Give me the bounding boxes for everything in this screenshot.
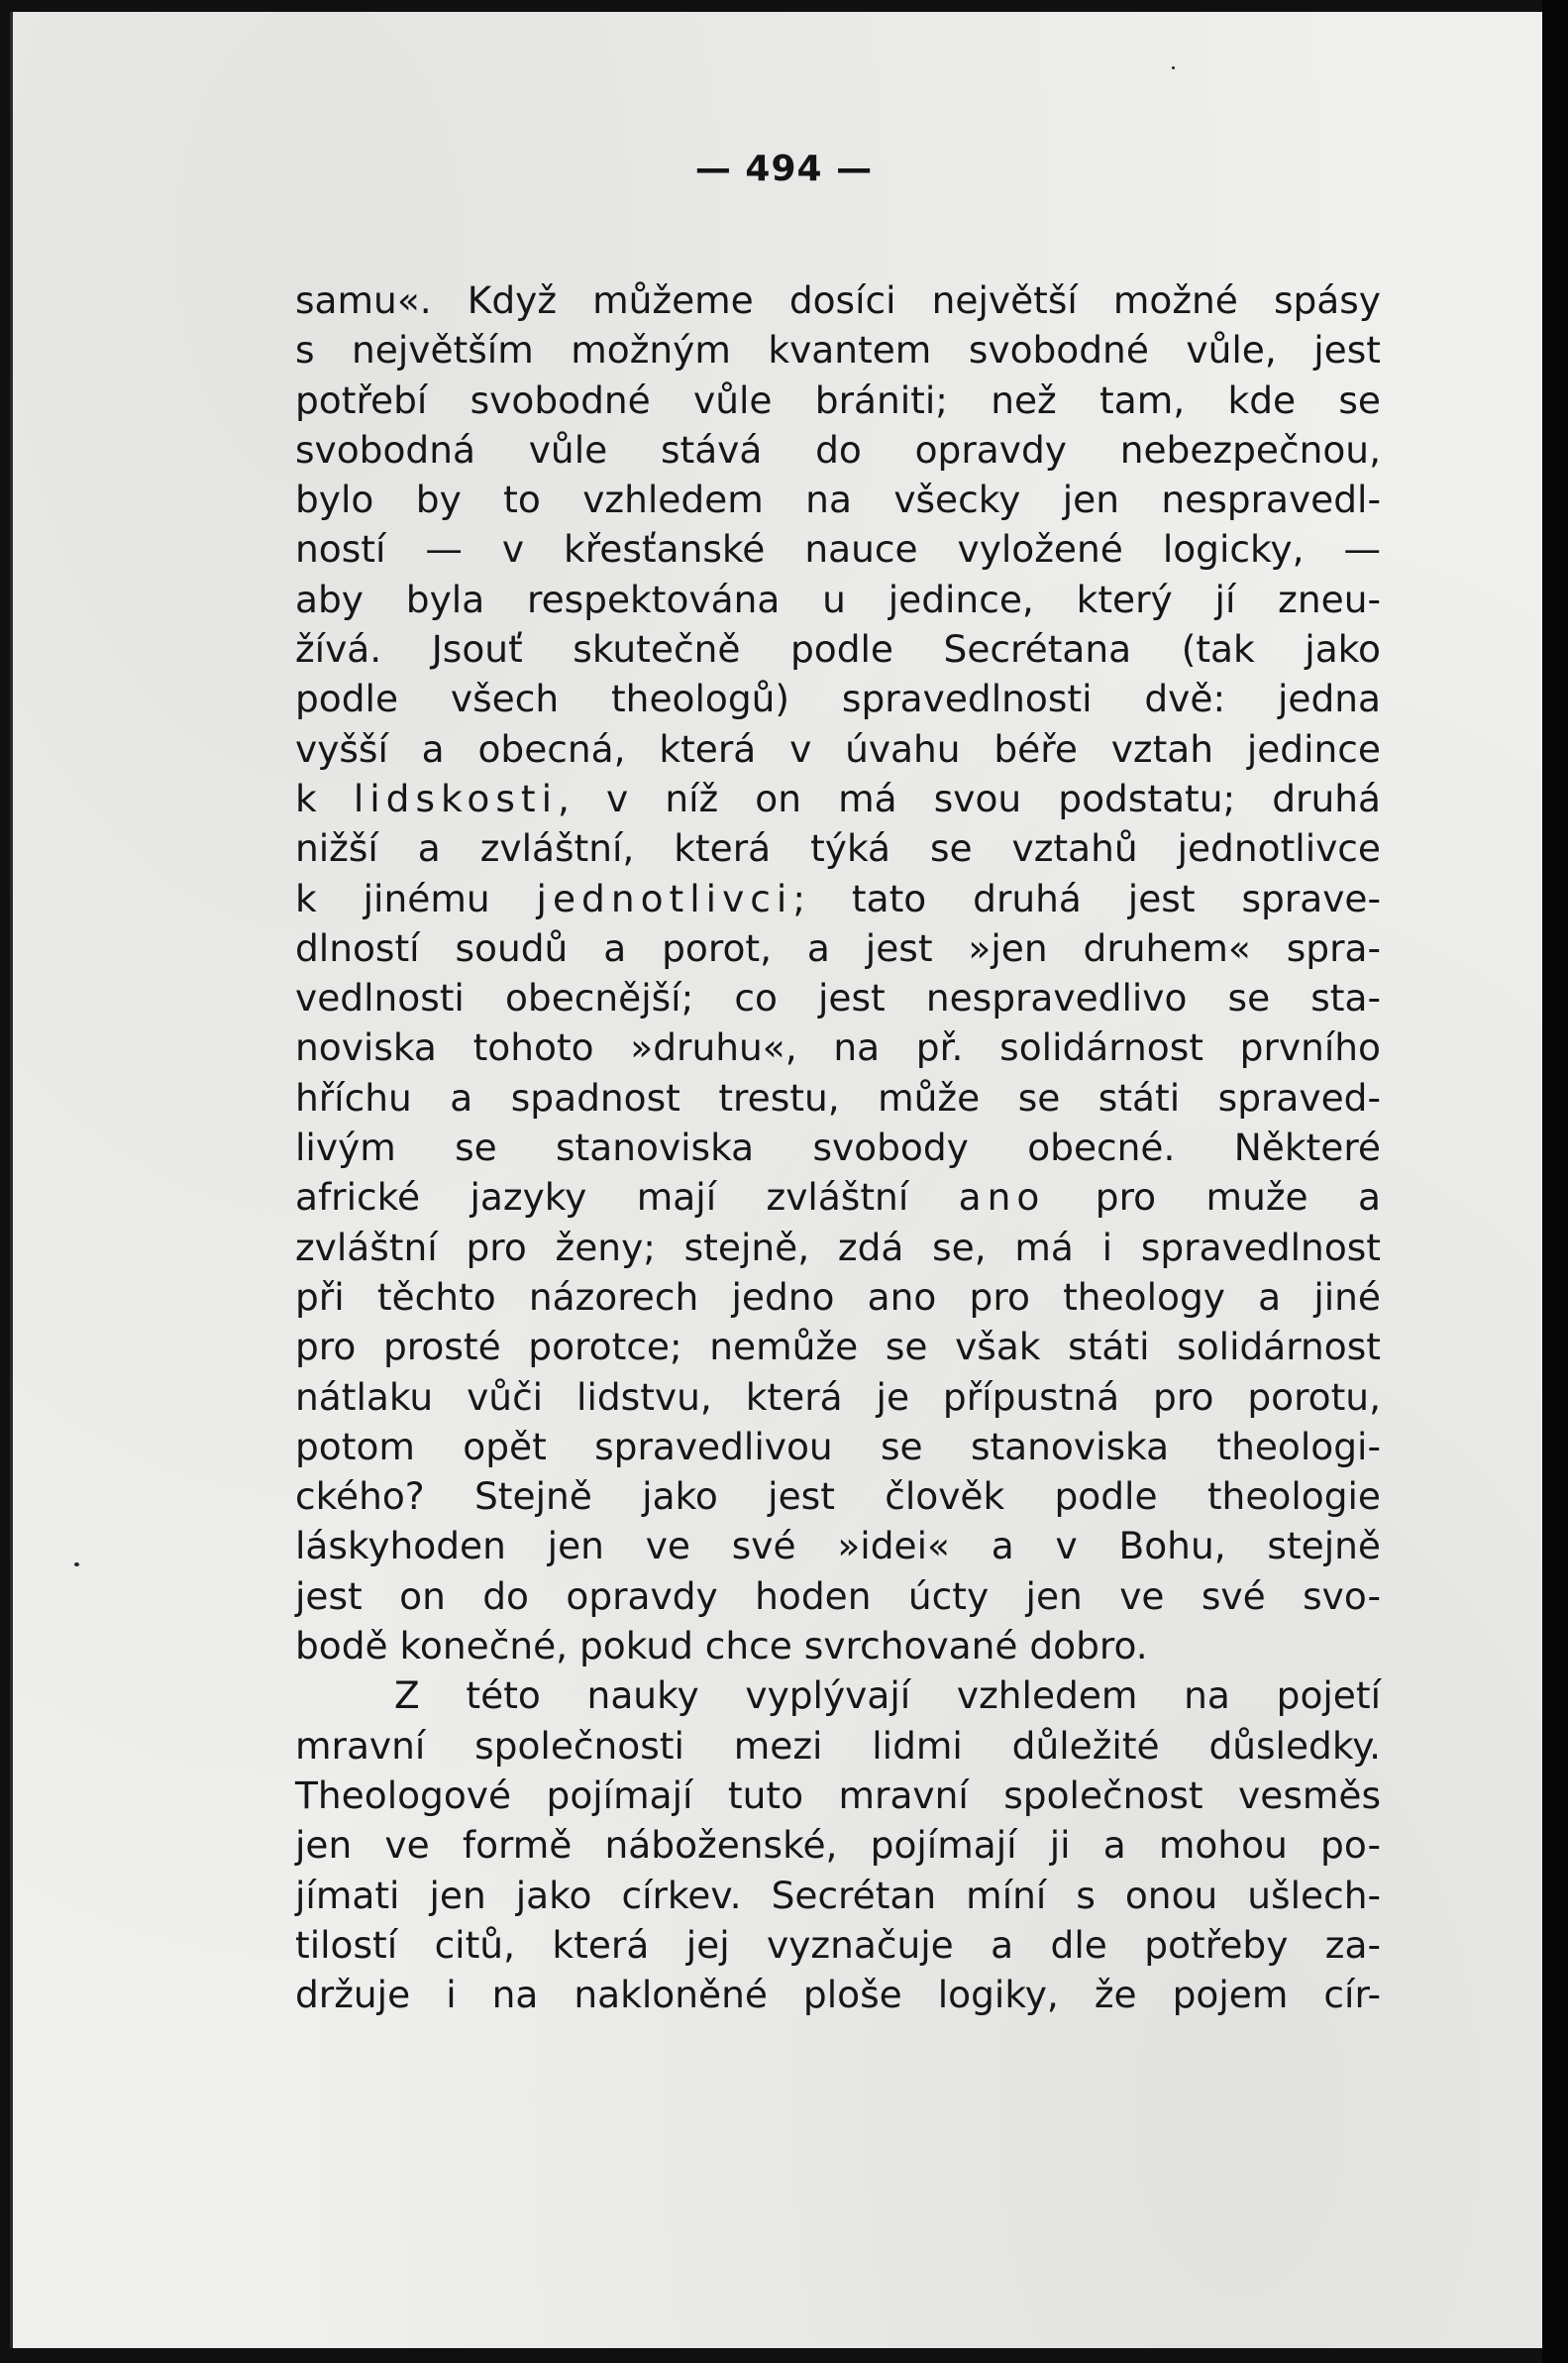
- text-line: tilostí citů, která jej vyznačuje a dle potřeby za-: [295, 1922, 1381, 1967]
- text-line: bylo by to vzhledem na všecky jen nespravedl-: [295, 478, 1381, 522]
- spaced-emphasis: jednotlivci: [536, 876, 793, 920]
- text-fragment: ; tato druhá jest sprave-: [792, 876, 1381, 920]
- text-line: livým se stanoviska svobody obecné. Některé: [295, 1126, 1381, 1170]
- text-line: Z této nauky vyplývají vzhledem na pojetí: [394, 1673, 1381, 1718]
- ink-speck: [74, 1562, 79, 1566]
- text-line: pro prosté porotce; nemůže se však státi solidárnost: [295, 1325, 1381, 1369]
- text-fragment: , v níž on má svou podstatu; druhá: [558, 776, 1381, 820]
- text-line: [295, 874, 1381, 923]
- text-line: ností — v křesťanské nauce vyložené logicky, —: [295, 527, 1381, 572]
- text-line: žívá. Jsouť skutečně podle Secrétana (tak jako: [295, 627, 1381, 672]
- spaced-emphasis: ano: [958, 1175, 1046, 1220]
- text-line: [295, 1172, 1381, 1222]
- text-line: nižší a zvláštní, která týká se vztahů jednotlivce: [295, 826, 1381, 871]
- text-line: samu«. Když můžeme dosíci největší možné spásy: [295, 278, 1381, 322]
- text-line: láskyhoden jen ve své »idei« a v Bohu, stejně: [295, 1524, 1381, 1568]
- text-line: při těchto názorech jedno ano pro theology a jiné: [295, 1274, 1381, 1319]
- ink-speck: [1172, 66, 1175, 69]
- spaced-emphasis: lidskosti: [353, 776, 558, 820]
- text-line: vyšší a obecná, která v úvahu béře vztah jedince: [295, 726, 1381, 771]
- text-line: dlností soudů a porot, a jest »jen druhem« spra-: [295, 925, 1381, 970]
- text-line: ckého? Stejně jako jest člověk podle theologie: [295, 1474, 1381, 1519]
- text-line: potom opět spravedlivou se stanoviska theologi-: [295, 1424, 1381, 1468]
- text-line: jest on do opravdy hoden úcty jen ve své svo-: [295, 1573, 1381, 1618]
- text-line: [295, 774, 1381, 823]
- text-line: mravní společnosti mezi lidmi důležité důsledky.: [295, 1723, 1381, 1768]
- text-line: zvláštní pro ženy; stejně, zdá se, má i spravedlnost: [295, 1225, 1381, 1269]
- text-fragment: k jinému: [295, 876, 537, 920]
- text-line: nátlaku vůči lidstvu, která je přípustná pro porotu,: [295, 1374, 1381, 1419]
- text-line: bodě konečné, pokud chce svrchované dobro.: [295, 1624, 1148, 1668]
- text-line: hříchu a spadnost trestu, může se státi spraved-: [295, 1075, 1381, 1120]
- text-line: Theologové pojímají tuto mravní společnost vesměs: [295, 1772, 1381, 1817]
- text-line: vedlnosti obecnější; co jest nespravedlivo se sta-: [295, 976, 1381, 1020]
- text-line: jímati jen jako církev. Secrétan míní s onou ušlech-: [295, 1873, 1381, 1917]
- text-line: svobodná vůle stává do opravdy nebezpečnou,: [295, 427, 1381, 472]
- page-edge-shadow: [1542, 0, 1568, 2363]
- text-line: potřebí svobodné vůle brániti; než tam, kde se: [295, 377, 1381, 422]
- text-line: noviska tohoto »druhu«, na př. solidárnost prvního: [295, 1025, 1381, 1070]
- text-line: s největším možným kvantem svobodné vůle, jest: [295, 328, 1381, 373]
- text-fragment: pro muže a: [1045, 1175, 1381, 1220]
- text-fragment: africké jazyky mají zvláštní: [295, 1175, 959, 1220]
- text-line: držuje i na nakloněné ploše logiky, že pojem cír-: [295, 1973, 1381, 2017]
- page-number: — 494 —: [694, 149, 874, 189]
- text-fragment: k: [295, 776, 354, 820]
- text-line: aby byla respektována u jedince, který jí zneu-: [295, 577, 1381, 621]
- text-line: jen ve formě náboženské, pojímají ji a mohou po-: [295, 1823, 1381, 1868]
- text-line: podle všech theologů) spravedlnosti dvě: jedna: [295, 677, 1381, 721]
- body-text: [295, 275, 1381, 2019]
